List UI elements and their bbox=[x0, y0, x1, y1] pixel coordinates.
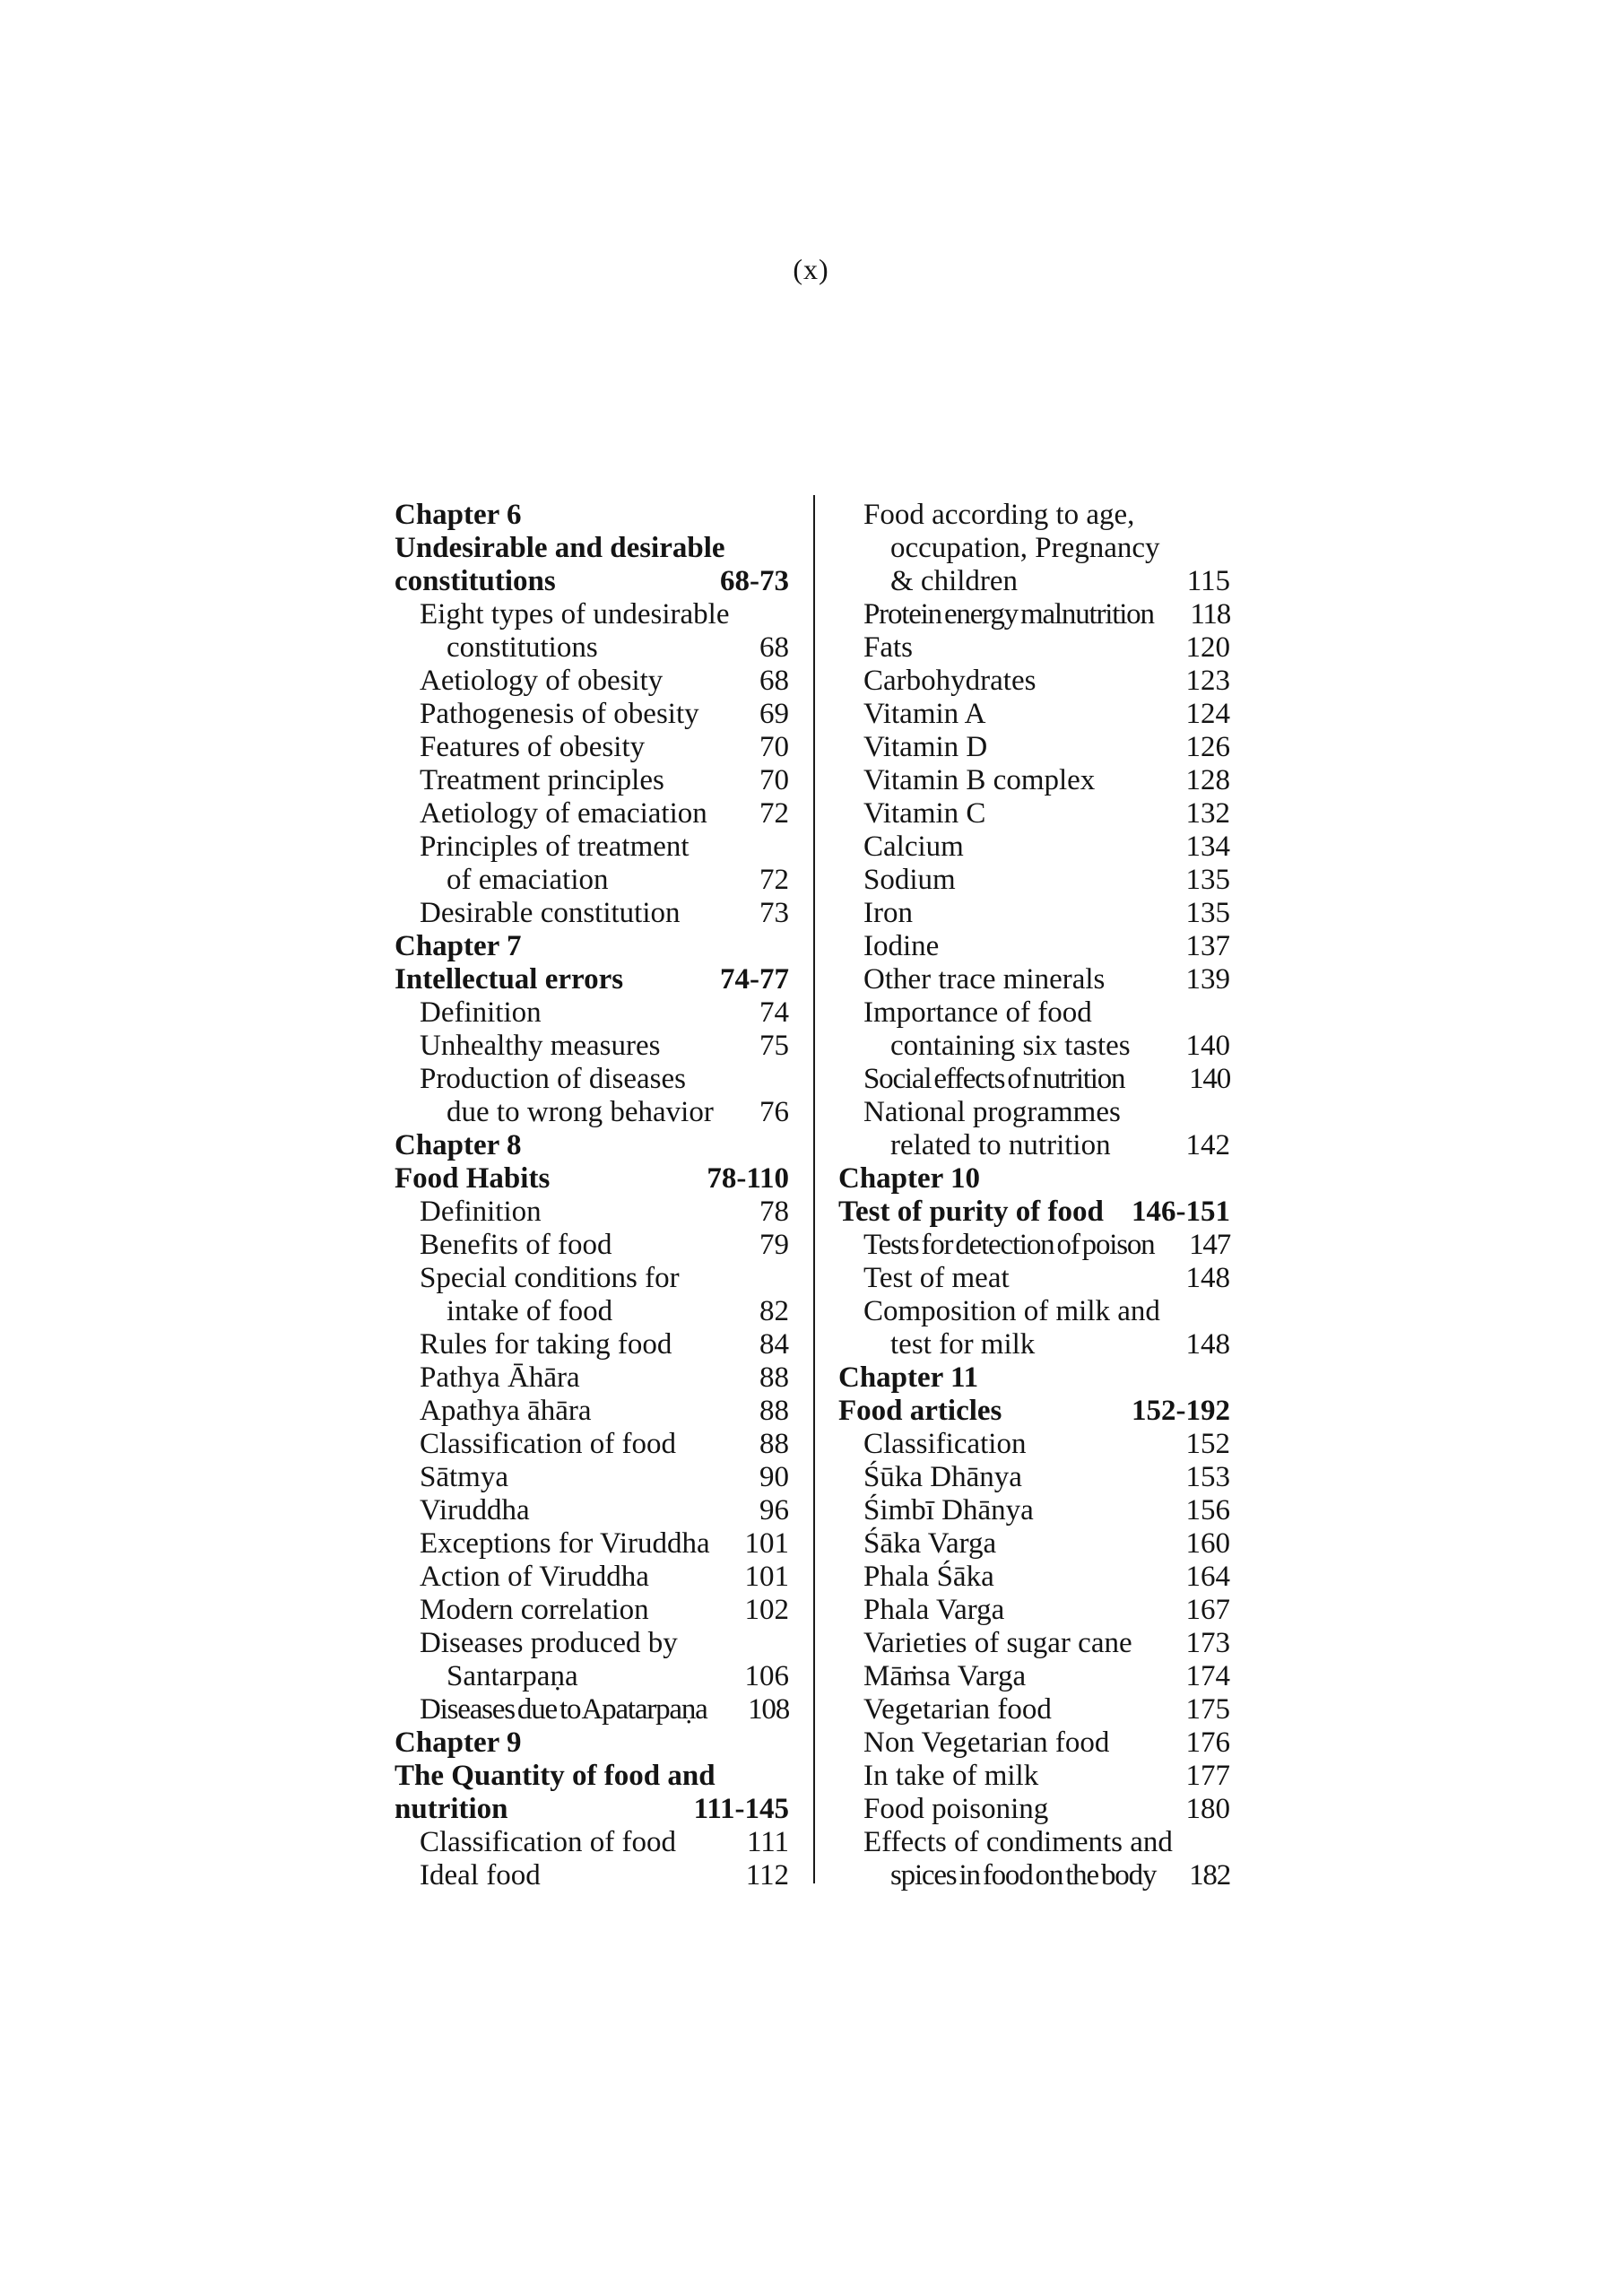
toc-entry-text: Pathogenesis of obesity bbox=[420, 698, 699, 730]
toc-row bbox=[395, 1361, 789, 1395]
toc-row bbox=[395, 1328, 789, 1361]
toc-entry-text: Chapter 9 bbox=[395, 1726, 522, 1759]
toc-page-number: 137 bbox=[1185, 930, 1230, 962]
toc-page-number: 175 bbox=[1185, 1693, 1230, 1726]
toc-entry-text: nutrition bbox=[395, 1793, 508, 1825]
toc-page-number: 146-151 bbox=[1132, 1196, 1230, 1228]
toc-row bbox=[838, 598, 1230, 631]
toc-entry-text: Classification of food bbox=[420, 1428, 676, 1460]
toc-row bbox=[838, 1395, 1230, 1428]
column-divider bbox=[813, 495, 815, 1883]
toc-entry-text: Vitamin D bbox=[863, 731, 988, 763]
toc-entry-text: Production of diseases bbox=[420, 1063, 686, 1095]
toc-entry-text: test for milk bbox=[890, 1328, 1036, 1361]
toc-entry-text: Rules for taking food bbox=[420, 1328, 672, 1361]
toc-row bbox=[838, 1162, 1230, 1196]
toc-row bbox=[395, 1859, 789, 1892]
toc-page-number: 123 bbox=[1185, 665, 1230, 697]
toc-row bbox=[838, 731, 1230, 764]
toc-entry-text: In take of milk bbox=[863, 1760, 1039, 1792]
toc-entry-text: Modern correlation bbox=[420, 1594, 649, 1626]
toc-row bbox=[395, 731, 789, 764]
toc-row bbox=[838, 764, 1230, 797]
toc-page-number: 72 bbox=[759, 864, 789, 896]
toc-entry-text: Effects of condiments and bbox=[863, 1826, 1173, 1858]
toc-page-number: 84 bbox=[759, 1328, 789, 1361]
toc-row bbox=[838, 631, 1230, 665]
toc-row bbox=[838, 1594, 1230, 1627]
toc-page-number: 70 bbox=[759, 731, 789, 763]
toc-page-number: 96 bbox=[759, 1494, 789, 1526]
toc-row bbox=[395, 1726, 789, 1760]
toc-row bbox=[395, 1494, 789, 1527]
toc-row bbox=[395, 831, 789, 864]
toc-row bbox=[395, 1196, 789, 1229]
toc-row bbox=[838, 1627, 1230, 1660]
toc-entry-text: Social effects of nutrition bbox=[863, 1063, 1125, 1095]
toc-page-number: 82 bbox=[759, 1295, 789, 1327]
toc-page-number: 78-110 bbox=[707, 1162, 789, 1195]
toc-row bbox=[395, 1096, 789, 1129]
toc-page-number: 79 bbox=[759, 1229, 789, 1261]
toc-row bbox=[838, 1063, 1230, 1096]
toc-row bbox=[838, 1726, 1230, 1760]
toc-row bbox=[395, 764, 789, 797]
toc-row bbox=[395, 1129, 789, 1162]
toc-page-number: 74-77 bbox=[720, 963, 789, 996]
toc-right-column bbox=[838, 499, 1230, 1892]
toc-row bbox=[395, 864, 789, 897]
toc-entry-text: Śūka Dhānya bbox=[863, 1461, 1022, 1493]
toc-entry-text: The Quantity of food and bbox=[395, 1760, 716, 1792]
toc-entry-text: Sodium bbox=[863, 864, 956, 896]
toc-row bbox=[838, 1561, 1230, 1594]
toc-row bbox=[838, 1793, 1230, 1826]
toc-row bbox=[395, 1693, 789, 1726]
toc-row bbox=[838, 1527, 1230, 1561]
toc-row bbox=[395, 963, 789, 996]
toc-page-number: 112 bbox=[745, 1859, 789, 1892]
toc-row bbox=[395, 598, 789, 631]
toc-row bbox=[838, 1461, 1230, 1494]
toc-entry-text: Iron bbox=[863, 897, 913, 929]
toc-row bbox=[395, 1660, 789, 1693]
toc-row bbox=[838, 1361, 1230, 1395]
toc-row bbox=[838, 1328, 1230, 1361]
toc-page-number: 160 bbox=[1185, 1527, 1230, 1560]
toc-page-number: 140 bbox=[1185, 1030, 1230, 1062]
toc-row bbox=[838, 1295, 1230, 1328]
toc-entry-text: containing six tastes bbox=[890, 1030, 1131, 1062]
toc-row bbox=[838, 930, 1230, 963]
toc-row bbox=[838, 1760, 1230, 1793]
toc-page-number: 139 bbox=[1185, 963, 1230, 996]
toc-entry-text: Chapter 10 bbox=[838, 1162, 980, 1195]
toc-entry-text: Aetiology of obesity bbox=[420, 665, 664, 697]
toc-entry-text: Definition bbox=[420, 1196, 542, 1228]
toc-entry-text: Other trace minerals bbox=[863, 963, 1106, 996]
toc-page-number: 90 bbox=[759, 1461, 789, 1493]
toc-row bbox=[838, 996, 1230, 1030]
toc-page-number: 101 bbox=[744, 1561, 789, 1593]
toc-entry-text: Vegetarian food bbox=[863, 1693, 1052, 1726]
toc-page-number: 180 bbox=[1185, 1793, 1230, 1825]
toc-entry-text: Diseases due to Apatarpaṇa bbox=[420, 1693, 707, 1726]
toc-entry-text: Diseases produced by bbox=[420, 1627, 678, 1659]
toc-entry-text: Test of meat bbox=[863, 1262, 1010, 1294]
toc-page-number: 72 bbox=[759, 797, 789, 830]
toc-row bbox=[395, 1760, 789, 1793]
toc-entry-text: occupation, Pregnancy bbox=[890, 532, 1160, 564]
toc-row bbox=[838, 963, 1230, 996]
toc-entry-text: constitutions bbox=[395, 565, 556, 597]
toc-row bbox=[838, 1859, 1230, 1892]
toc-page-number: 68 bbox=[759, 665, 789, 697]
toc-page-number: 111 bbox=[746, 1826, 789, 1858]
toc-entry-text: & children bbox=[890, 565, 1019, 597]
toc-entry-text: Benefits of food bbox=[420, 1229, 612, 1261]
toc-entry-text: Principles of treatment bbox=[420, 831, 690, 863]
toc-entry-text: Special conditions for bbox=[420, 1262, 680, 1294]
toc-entry-text: Desirable constitution bbox=[420, 897, 681, 929]
toc-page-number: 124 bbox=[1185, 698, 1230, 730]
toc-entry-text: Apathya āhāra bbox=[420, 1395, 592, 1427]
toc-page-number: 106 bbox=[744, 1660, 789, 1692]
toc-page-number: 173 bbox=[1185, 1627, 1230, 1659]
toc-row bbox=[395, 1030, 789, 1063]
toc-page-number: 102 bbox=[744, 1594, 789, 1626]
toc-entry-text: Phala Śāka bbox=[863, 1561, 994, 1593]
toc-page-number: 152 bbox=[1185, 1428, 1230, 1460]
toc-page-number: 152-192 bbox=[1132, 1395, 1230, 1427]
toc-entry-text: Śimbī Dhānya bbox=[863, 1494, 1034, 1526]
toc-entry-text: Tests for detection of poison bbox=[863, 1229, 1155, 1261]
toc-page-number: 118 bbox=[1190, 598, 1230, 631]
toc-page-number: 115 bbox=[1186, 565, 1230, 597]
toc-entry-text: spices in food on the body bbox=[890, 1859, 1157, 1892]
toc-entry-text: Śāka Varga bbox=[863, 1527, 997, 1560]
toc-row bbox=[395, 1594, 789, 1627]
toc-page-number: 68-73 bbox=[720, 565, 789, 597]
toc-page-number: 68 bbox=[759, 631, 789, 664]
toc-entry-text: of emaciation bbox=[447, 864, 609, 896]
toc-row bbox=[838, 1826, 1230, 1859]
toc-row bbox=[838, 532, 1230, 565]
toc-row bbox=[395, 1395, 789, 1428]
toc-entry-text: Chapter 11 bbox=[838, 1361, 979, 1394]
toc-page-number: 156 bbox=[1185, 1494, 1230, 1526]
toc-row bbox=[395, 1229, 789, 1262]
toc-row bbox=[395, 1262, 789, 1295]
toc-page-number: 135 bbox=[1185, 897, 1230, 929]
toc-entry-text: Chapter 7 bbox=[395, 930, 522, 962]
toc-entry-text: Food Habits bbox=[395, 1162, 551, 1195]
page-folio: (x) bbox=[793, 253, 829, 285]
table-of-contents bbox=[395, 499, 1230, 1894]
toc-page-number: 167 bbox=[1185, 1594, 1230, 1626]
toc-row bbox=[395, 1627, 789, 1660]
toc-entry-text: constitutions bbox=[447, 631, 598, 664]
toc-entry-text: Eight types of undesirable bbox=[420, 598, 730, 631]
toc-page-number: 142 bbox=[1185, 1129, 1230, 1161]
toc-entry-text: Food poisoning bbox=[863, 1793, 1049, 1825]
toc-page-number: 134 bbox=[1185, 831, 1230, 863]
toc-page-number: 126 bbox=[1185, 731, 1230, 763]
toc-entry-text: Vitamin C bbox=[863, 797, 986, 830]
toc-row bbox=[838, 1196, 1230, 1229]
toc-entry-text: Varieties of sugar cane bbox=[863, 1627, 1132, 1659]
toc-entry-text: Intellectual errors bbox=[395, 963, 624, 996]
toc-page-number: 174 bbox=[1185, 1660, 1230, 1692]
toc-page-number: 74 bbox=[759, 996, 789, 1029]
toc-page-number: 177 bbox=[1185, 1760, 1230, 1792]
toc-row bbox=[395, 1063, 789, 1096]
toc-page-number: 140 bbox=[1189, 1063, 1230, 1095]
toc-row bbox=[395, 1826, 789, 1859]
toc-row bbox=[395, 698, 789, 731]
toc-page-number: 164 bbox=[1185, 1561, 1230, 1593]
toc-entry-text: Unhealthy measures bbox=[420, 1030, 661, 1062]
toc-entry-text: Carbohydrates bbox=[863, 665, 1037, 697]
toc-entry-text: Food articles bbox=[838, 1395, 1002, 1427]
toc-page-number: 153 bbox=[1185, 1461, 1230, 1493]
toc-page-number: 69 bbox=[759, 698, 789, 730]
toc-entry-text: Features of obesity bbox=[420, 731, 646, 763]
toc-row bbox=[838, 698, 1230, 731]
toc-page-number: 128 bbox=[1185, 764, 1230, 796]
toc-page-number: 182 bbox=[1189, 1859, 1230, 1892]
toc-page-number: 176 bbox=[1185, 1726, 1230, 1759]
toc-entry-text: National programmes bbox=[863, 1096, 1121, 1128]
toc-entry-text: Iodine bbox=[863, 930, 940, 962]
toc-entry-text: Composition of milk and bbox=[863, 1295, 1160, 1327]
toc-entry-text: Importance of food bbox=[863, 996, 1092, 1029]
toc-entry-text: Protein energy malnutrition bbox=[863, 598, 1154, 631]
toc-entry-text: Action of Viruddha bbox=[420, 1561, 649, 1593]
toc-row bbox=[395, 499, 789, 532]
toc-entry-text: Vitamin B complex bbox=[863, 764, 1096, 796]
toc-page-number: 88 bbox=[759, 1361, 789, 1394]
toc-entry-text: Vitamin A bbox=[863, 698, 986, 730]
toc-row bbox=[395, 797, 789, 831]
toc-row bbox=[395, 1295, 789, 1328]
toc-entry-text: Treatment principles bbox=[420, 764, 664, 796]
toc-row bbox=[838, 864, 1230, 897]
toc-row bbox=[838, 1660, 1230, 1693]
toc-page-number: 88 bbox=[759, 1428, 789, 1460]
toc-row bbox=[838, 1129, 1230, 1162]
toc-entry-text: Pathya Āhāra bbox=[420, 1361, 580, 1394]
toc-entry-text: Non Vegetarian food bbox=[863, 1726, 1110, 1759]
toc-entry-text: Definition bbox=[420, 996, 542, 1029]
toc-entry-text: Food according to age, bbox=[863, 499, 1135, 531]
toc-entry-text: Undesirable and desirable bbox=[395, 532, 725, 564]
toc-row bbox=[395, 930, 789, 963]
toc-row bbox=[838, 1229, 1230, 1262]
toc-entry-text: Fats bbox=[863, 631, 914, 664]
toc-row bbox=[838, 1693, 1230, 1726]
toc-row bbox=[395, 996, 789, 1030]
toc-entry-text: Classification of food bbox=[420, 1826, 676, 1858]
toc-page-number: 148 bbox=[1185, 1328, 1230, 1361]
toc-row bbox=[395, 665, 789, 698]
toc-entry-text: Chapter 6 bbox=[395, 499, 522, 531]
toc-entry-text: Calcium bbox=[863, 831, 964, 863]
toc-row bbox=[838, 1096, 1230, 1129]
toc-entry-text: related to nutrition bbox=[890, 1129, 1111, 1161]
toc-row bbox=[395, 1561, 789, 1594]
toc-page-number: 70 bbox=[759, 764, 789, 796]
toc-row bbox=[838, 665, 1230, 698]
toc-row bbox=[395, 565, 789, 598]
toc-entry-text: Classification bbox=[863, 1428, 1027, 1460]
toc-page-number: 132 bbox=[1185, 797, 1230, 830]
toc-left-column bbox=[395, 499, 789, 1892]
toc-entry-text: Aetiology of emaciation bbox=[420, 797, 707, 830]
toc-row bbox=[838, 1428, 1230, 1461]
toc-entry-text: intake of food bbox=[447, 1295, 613, 1327]
toc-page-number: 73 bbox=[759, 897, 789, 929]
toc-row bbox=[838, 1030, 1230, 1063]
toc-page-number: 78 bbox=[759, 1196, 789, 1228]
toc-row bbox=[838, 565, 1230, 598]
toc-entry-text: Viruddha bbox=[420, 1494, 530, 1526]
toc-entry-text: Exceptions for Viruddha bbox=[420, 1527, 710, 1560]
toc-page-number: 135 bbox=[1185, 864, 1230, 896]
toc-entry-text: Māṁsa Varga bbox=[863, 1660, 1027, 1692]
toc-row bbox=[838, 831, 1230, 864]
toc-page-number: 108 bbox=[748, 1693, 789, 1726]
toc-page-number: 148 bbox=[1185, 1262, 1230, 1294]
toc-entry-text: Ideal food bbox=[420, 1859, 541, 1892]
toc-page-number: 120 bbox=[1185, 631, 1230, 664]
toc-row bbox=[395, 1162, 789, 1196]
toc-row bbox=[395, 897, 789, 930]
toc-row bbox=[838, 1262, 1230, 1295]
toc-page-number: 88 bbox=[759, 1395, 789, 1427]
toc-entry-text: Santarpaṇa bbox=[447, 1660, 578, 1692]
toc-row bbox=[395, 1461, 789, 1494]
toc-row bbox=[838, 897, 1230, 930]
toc-page-number: 75 bbox=[759, 1030, 789, 1062]
toc-row bbox=[838, 499, 1230, 532]
toc-page-number: 101 bbox=[744, 1527, 789, 1560]
toc-row bbox=[395, 1428, 789, 1461]
toc-row bbox=[395, 1527, 789, 1561]
toc-page-number: 147 bbox=[1189, 1229, 1230, 1261]
toc-row bbox=[395, 532, 789, 565]
toc-entry-text: Test of purity of food bbox=[838, 1196, 1104, 1228]
toc-row bbox=[395, 631, 789, 665]
toc-entry-text: Chapter 8 bbox=[395, 1129, 522, 1161]
toc-entry-text: due to wrong behavior bbox=[447, 1096, 714, 1128]
toc-entry-text: Sātmya bbox=[420, 1461, 508, 1493]
toc-page-number: 111-145 bbox=[693, 1793, 789, 1825]
toc-row bbox=[395, 1793, 789, 1826]
toc-entry-text: Phala Varga bbox=[863, 1594, 1005, 1626]
toc-row bbox=[838, 797, 1230, 831]
toc-row bbox=[838, 1494, 1230, 1527]
toc-page-number: 76 bbox=[759, 1096, 789, 1128]
